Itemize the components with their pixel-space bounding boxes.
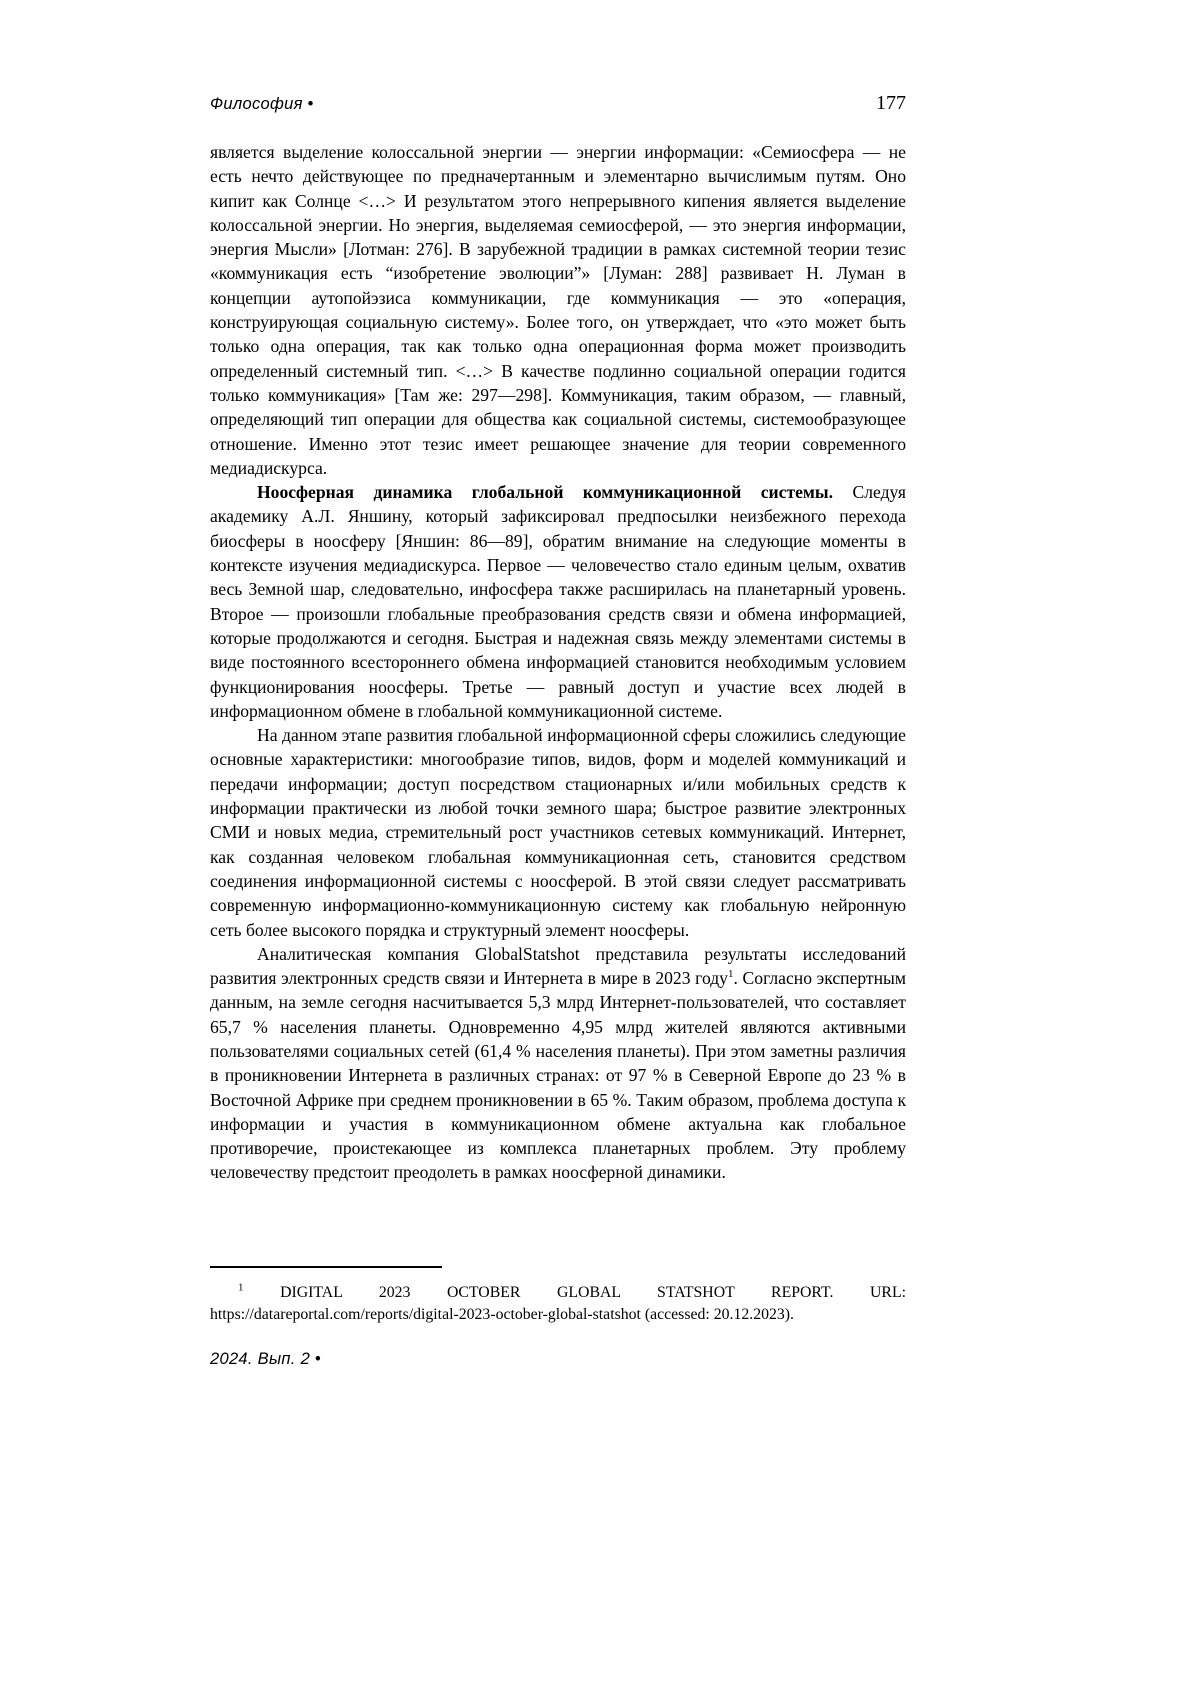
footnote-area — [210, 1266, 906, 1325]
footnote-separator-rule — [210, 1266, 442, 1268]
paragraph-statistics-text-a: Аналитическая компания GlobalStatshot представила результаты исследований развития электронных средств связи и Интернета в мире в 2023 году — [210, 943, 906, 989]
paragraph-statistics-text-b: . Согласно экспертным данным, на земле сегодня насчитывается 5,3 млрд Интернет-пользователей, что составляет 65,7 % населения планеты. Одновременно 4,95 млрд жителей являются активными пользователями социальных сетей (61,4 % населения планеты). При этом заметны различия в проникновении Интернета в различных странах: от 97 % в Северной Европе до 23 % в Восточной Африке при среднем проникновении в 65 %. Таким образом, проблема доступа к информации и участия в коммуникационном обмене актуальна как глобальное противоречие, проистекающее из комплекса планетарных проблем. Эту проблему человечеству предстоит преодолеть в рамках ноосферной динамики. — [210, 968, 906, 1183]
paragraph-noosphere-text: Следуя академику А.Л. Яншину, который зафиксировал предпосылки неизбежного перехода биосферы в ноосферу [Яншин: 86—89], обратим внимание на следующие моменты в контексте изучения медиадискурса. Первое — человечество стало единым целым, охватив весь Земной шар, следовательно, инфосфера также расширилась на планетарный уровень. Второе — произошли глобальные преобразования средств связи и обмена информацией, которые продолжаются и сегодня. Быстрая и надежная связь между элементами системы в виде постоянного всестороннего обмена информацией становится необходимым условием функционирования ноосферы. Третье — равный доступ и участие всех людей в информационном обмене в глобальной коммуникационной системе. — [210, 482, 906, 721]
footnote-number: 1 — [238, 1281, 244, 1294]
paragraph-continuation: является выделение колоссальной энергии — энергии информации: «Семиосфера — не есть нечто действующее по предначертанным и элементарно вычислимым путям. Оно кипит как Солнце <…> И результатом этого непрерывного кипения является выделение колоссальной энергии. Но энергия, выделяемая семиосферой, — это энергия информации, энергия Мысли» [Лотман: 276]. В зарубежной традиции в рамках системной теории тезис «коммуникация есть “изобретение эволюции”» [Луман: 288] развивает Н. Луман в концепции аутопойэзиса коммуникации, где коммуникация — это «операция, конструирующая социальную систему». Более того, он утверждает, что «это может быть только одна операция, так как только одна операционная форма может производить определенный системный тип. <…> В качестве подлинно социальной операции годится только коммуникация» [Там же: 297—298]. Коммуникация, таким образом, — главный, определяющий тип операции для общества как социальной системы, системообразующее отношение. Именно этот тезис имеет решающее значение для теории современного медиадискурса. — [210, 142, 906, 478]
page-header — [210, 92, 906, 115]
paragraph-statistics — [210, 942, 906, 1185]
article-body — [210, 140, 906, 1185]
issue-label: 2024. Вып. 2 • — [210, 1350, 322, 1368]
section-label: Философия • — [210, 95, 314, 113]
paragraph-characteristics: На данном этапе развития глобальной информационной сферы сложились следующие основные характеристики: многообразие типов, видов, форм и моделей коммуникаций и передачи информации; доступ посредством стационарных и/или мобильных средств к информации практически из любой точки земного шара; быстрое развитие электронных СМИ и новых медиа, стремительный рост участников сетевых коммуникаций. Интернет, как созданная человеком глобальная коммуникационная сеть, становится средством соединения информационной системы с ноосферой. В этой связи следует рассматривать современную информационно-коммуникационную систему как глобальную нейронную сеть более высокого порядка и структурный элемент ноосферы. — [210, 725, 906, 940]
page-number: 177 — [876, 92, 906, 114]
footnote-text: DIGITAL 2023 OCTOBER GLOBAL STATSHOT REPORT. URL: https://datareportal.com/reports/digital-2023-october-global-statshot (accessed: 20.12.2023). — [210, 1284, 906, 1323]
inline-section-heading: Ноосферная динамика глобальной коммуникационной системы. — [257, 482, 834, 503]
footnote-reference-marker: 1 — [727, 968, 734, 981]
footnote — [210, 1282, 906, 1325]
paragraph-noosphere — [210, 480, 906, 723]
page-footer — [210, 1350, 321, 1369]
